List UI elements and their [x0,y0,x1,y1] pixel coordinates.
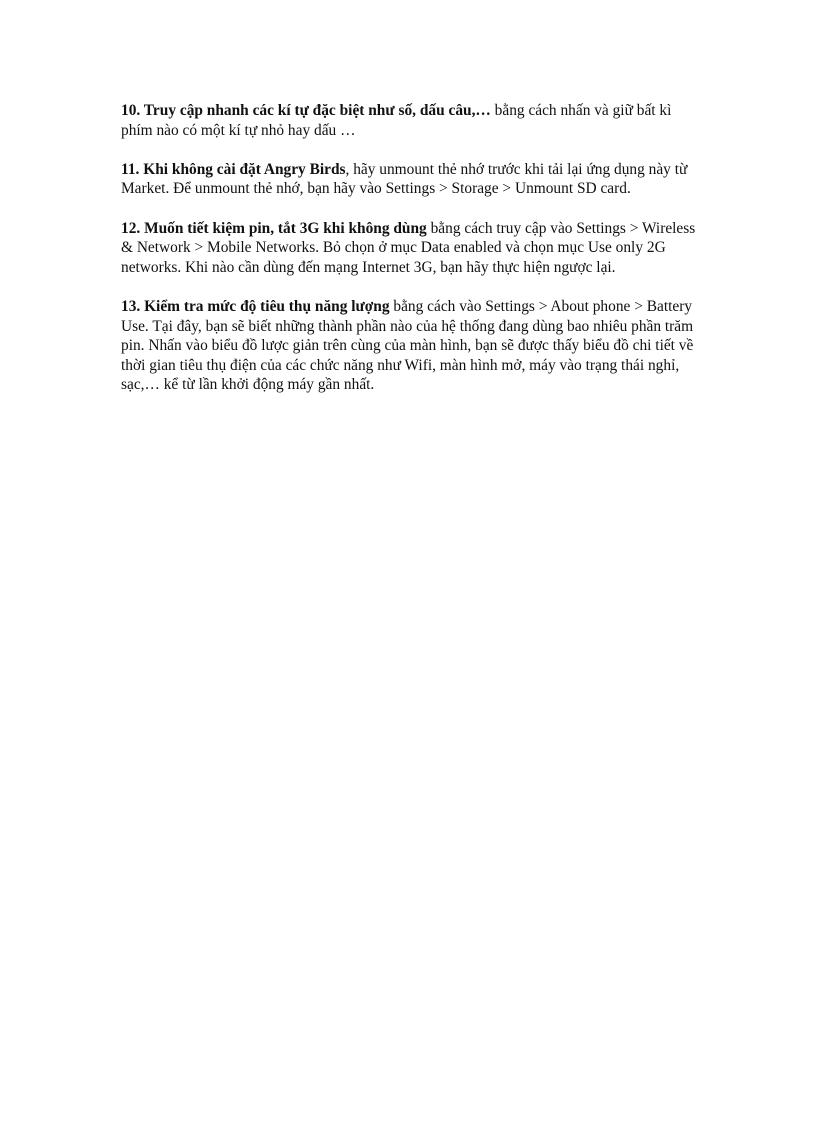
tip-heading-12: 12. Muốn tiết kiệm pin, tắt 3G khi không dùng [121,219,427,237]
tip-heading-11: 11. Khi không cài đặt Angry Birds [121,160,346,178]
tip-paragraph-13 [121,297,701,395]
tip-heading-13: 13. Kiểm tra mức độ tiêu thụ năng lượng [121,297,390,315]
tip-paragraph-12 [121,219,701,278]
tip-text-12: bằng cách truy cập vào Settings > Wireless & Network > Mobile Networks. Bỏ chọn ở mục Data enabled và chọn mục Use only 2G networks. Khi nào cần dùng đến mạng Internet 3G, bạn hãy thực hiện ngược lại. [121,219,696,276]
tip-paragraph-11 [121,160,701,199]
document-body [121,101,701,415]
tip-text-13: bằng cách vào Settings > About phone > Battery Use. Tại đây, bạn sẽ biết những thành phần nào của hệ thống đang dùng bao nhiêu phần trăm pin. Nhấn vào biểu đồ lược giản trên cùng của màn hình, bạn sẽ được thấy biểu đồ chi tiết về thời gian tiêu thụ điện của các chức năng như Wifi, màn hình mở, máy vào trạng thái nghỉ, sạc,… kể từ lần khởi động máy gần nhất. [121,297,694,394]
tip-heading-10: 10. Truy cập nhanh các kí tự đặc biệt như số, dấu câu,… [121,102,491,119]
tip-text-10: bằng cách nhấn và giữ bất kì phím nào có một kí tự nhỏ hay dấu … [121,102,672,139]
tip-text-11: , hãy unmount thẻ nhớ trước khi tải lại ứng dụng này từ Market. Để unmount thẻ nhớ, bạn hãy vào Settings > Storage > Unmount SD card. [121,160,688,198]
tip-paragraph-10 [121,101,701,140]
